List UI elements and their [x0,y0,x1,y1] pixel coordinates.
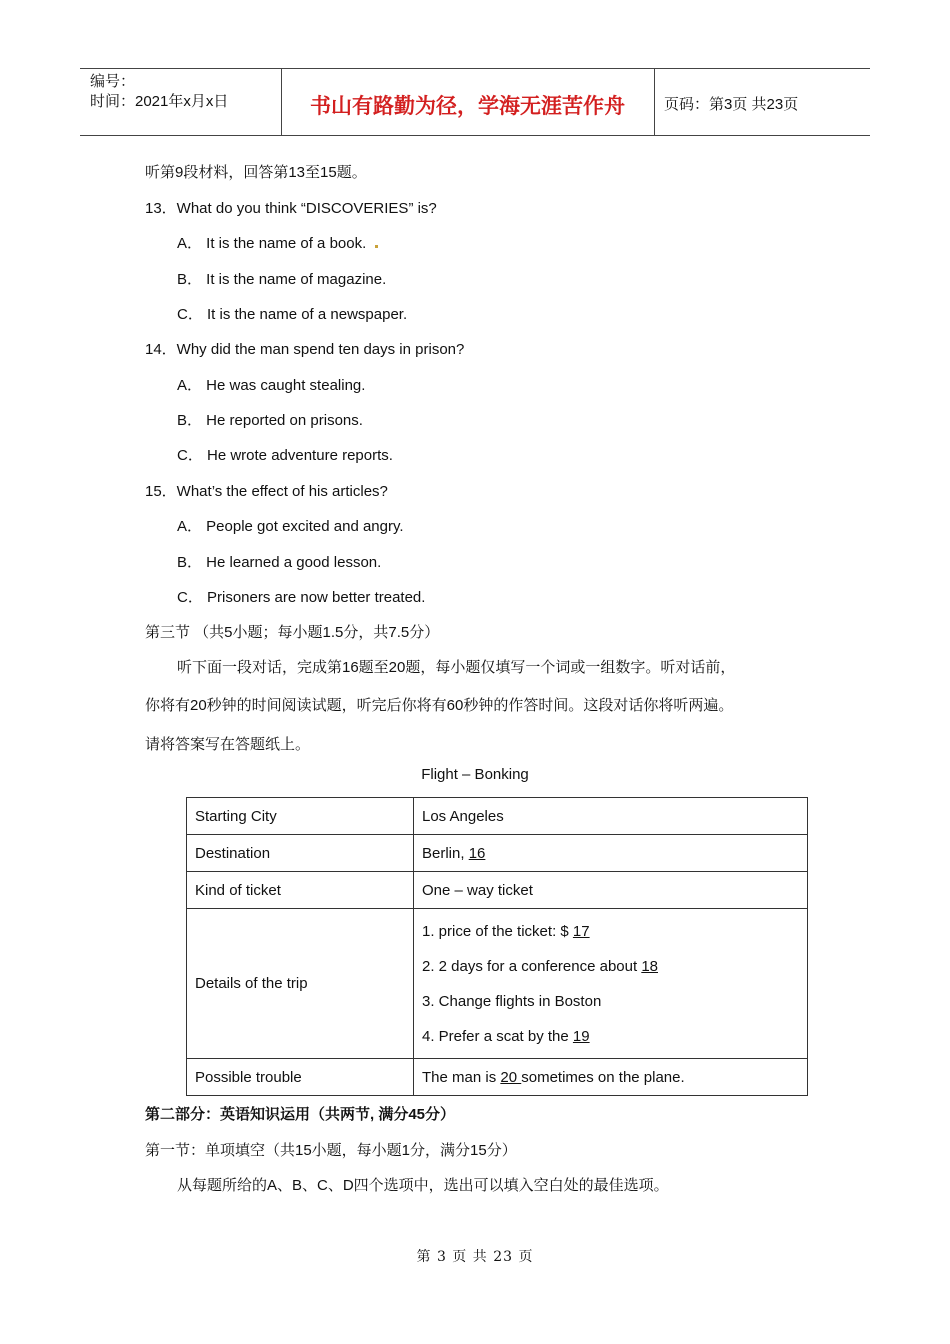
table-row [187,1059,808,1096]
detail-text: 4. Prefer a scat by the [422,1027,573,1045]
header-motto: 书山有路勤为径，学海无涯苦作舟 [310,94,625,118]
table-cell-value: One – way ticket [414,872,808,909]
detail-text: 1. price of the ticket: $ [422,922,573,940]
part3-instruction-1: 听下面一段对话，完成第16题至20题，每小题仅填写一个词或一组数字。听对话前， [177,659,736,676]
flight-info-table [186,797,808,1096]
detail-text: 2. 2 days for a conference about [422,957,642,975]
answer-blank-16: 16 [468,844,486,862]
mark-dot-icon [375,245,378,248]
trouble-prefix: The man is [422,1068,501,1086]
table-cell-label: Details of the trip [187,909,414,1059]
header-top-rule [80,68,870,69]
table-cell-details [414,909,808,1059]
part2-section1-instruction: 从每题所给的A、B、C、D四个选项中，选出可以填入空白处的最佳选项。 [177,1177,669,1194]
section-intro: 听第9段材料，回答第13至15题。 [145,164,367,181]
table-cell-label: Possible trouble [187,1059,414,1096]
question-13-stem: 13．What do you think “DISCOVERIES” is? [145,200,437,217]
table-cell-label: Destination [187,835,414,872]
detail-item [422,1019,799,1054]
answer-blank-18: 18 [641,957,658,975]
table-cell-label: Kind of ticket [187,872,414,909]
question-15-option-a: A． People got excited and angry. [177,518,404,535]
table-row [187,909,808,1059]
detail-item: 3. Change flights in Boston [422,992,602,1010]
question-13-option-a [177,232,378,253]
question-14-stem: 14．Why did the man spend ten days in prison? [145,341,465,358]
table-cell-value: Los Angeles [414,798,808,835]
header-meta [90,72,228,112]
question-14-option-b: B． He reported on prisons. [177,412,363,429]
table-cell-value [414,835,808,872]
question-15-stem: 15．What’s the effect of his articles? [145,483,388,500]
part2-section1-heading: 第一节：单项填空（共15小题，每小题1分，满分15分） [145,1142,517,1159]
question-13-option-b: B． It is the name of magazine. [177,271,387,288]
table-row [187,872,808,909]
detail-item [422,914,799,949]
table-cell-label: Starting City [187,798,414,835]
header-bottom-rule [80,135,870,136]
destination-text: Berlin, [422,844,469,862]
page-footer: 第 3 页 共 23 页 [416,1249,534,1265]
question-15-option-b: B． He learned a good lesson. [177,554,382,571]
question-13-option-c: C． It is the name of a newspaper. [177,306,408,323]
part3-heading: 第三节 （共5小题；每小题1.5分，共7.5分） [145,624,440,641]
answer-blank-19: 19 [572,1027,590,1045]
detail-item [422,949,799,984]
table-row [187,798,808,835]
question-14-option-a: A． He was caught stealing. [177,377,366,394]
part3-instruction-3: 请将答案写在答题纸上。 [145,736,311,753]
table-cell-value [414,1059,808,1096]
table-row [187,835,808,872]
part2-heading: 第二部分：英语知识运用（共两节, 满分45分） [145,1106,456,1123]
table-title: Flight – Bonking [421,766,529,783]
header-code-label: 编号： [90,73,136,90]
header-page-info: 页码：第3页 共23页 [664,96,799,113]
question-15-option-c: C． Prisoners are now better treated. [177,589,426,606]
question-14-option-c: C． He wrote adventure reports. [177,447,393,464]
header-divider-right [654,68,655,136]
trouble-suffix: sometimes on the plane. [521,1068,685,1086]
header-time-label: 时间：2021年x月x日 [90,93,229,110]
answer-blank-20: 20 [500,1068,522,1086]
option-text: A． It is the name of a book. [177,235,367,252]
part3-instruction-2: 你将有20秒钟的时间阅读试题，听完后你将有60秒钟的作答时间。这段对话你将听两遍。 [145,697,734,714]
answer-blank-17: 17 [572,922,590,940]
